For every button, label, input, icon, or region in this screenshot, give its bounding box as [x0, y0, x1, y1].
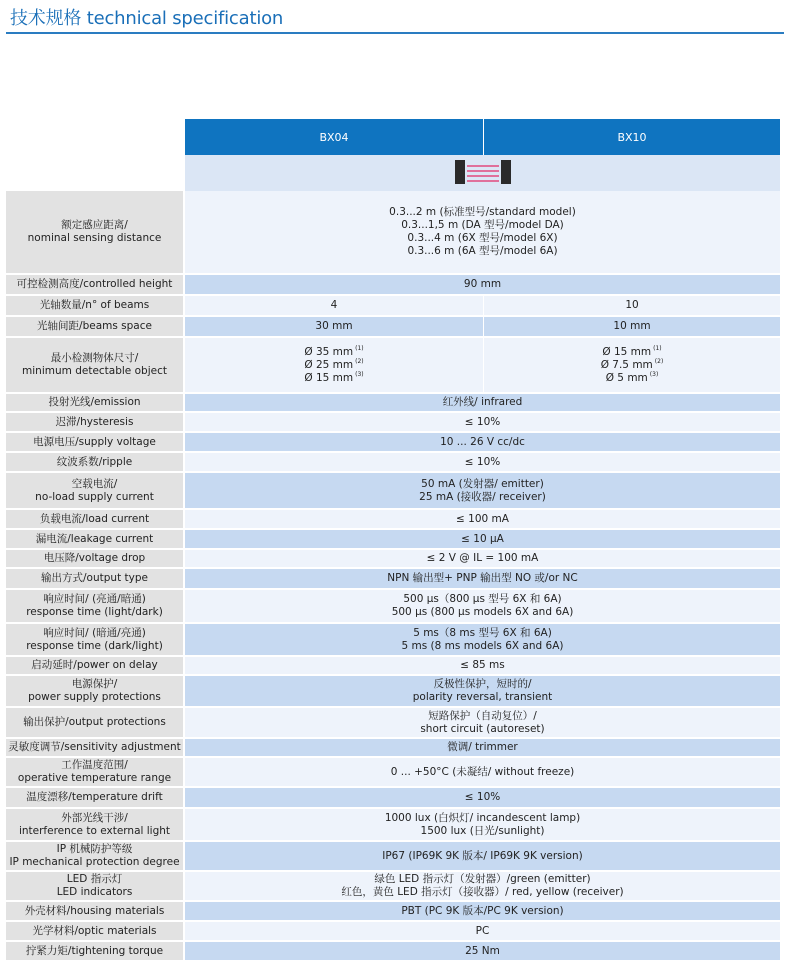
spec-label [6, 473, 185, 508]
spec-row [6, 191, 780, 275]
value-line: 5 ms (8 ms models 6X and 6A) [401, 639, 564, 652]
spec-label-line: power supply protections [28, 691, 161, 703]
spec-label-line: minimum detectable object [22, 365, 167, 377]
value-line: 5 ms（8 ms 型号 6X 和 6A) [413, 626, 552, 639]
value-line: ≤ 85 ms [460, 659, 505, 671]
spec-value [185, 842, 780, 870]
spec-row [6, 809, 780, 842]
value-cell-both [185, 473, 780, 508]
spec-row [6, 453, 780, 473]
spec-row [6, 758, 780, 788]
spec-value [185, 758, 780, 786]
value-line: 0.3...2 m (标准型号/standard model) [389, 206, 576, 218]
value-line: 4 [330, 299, 338, 311]
value-line: 500 µs（800 µs 型号 6X 和 6A) [403, 593, 562, 605]
value-line: polarity reversal, transient [412, 691, 553, 703]
spec-label [6, 550, 185, 567]
spec-value [185, 942, 780, 960]
spec-row [6, 413, 780, 433]
value-line: Ø 7.5 mm $^{(2)}$ [600, 358, 664, 371]
spec-label-line: 外部光线干涉/ [61, 811, 128, 824]
spec-label-line: 输出方式/output type [41, 572, 148, 584]
spec-label [6, 922, 185, 940]
spec-label [6, 708, 185, 737]
spec-label-line: 拧紧力矩/tightening torque [25, 944, 164, 957]
spec-label-line: 电源保护/ [71, 678, 118, 690]
spec-label-line: 额定感应距离/ [61, 219, 128, 231]
light-curtain-sensor-image [455, 160, 511, 186]
spec-row [6, 433, 780, 453]
value-cell-bx04 [185, 317, 484, 336]
spec-label [6, 809, 185, 840]
spec-value [185, 433, 780, 451]
value-cell-both [185, 191, 780, 273]
spec-label-line: response time (light/dark) [26, 606, 163, 618]
spec-label [6, 624, 185, 655]
spec-label-line: no-load supply current [35, 490, 154, 503]
spec-value [185, 510, 780, 528]
spec-label-line: 光学材料/optic materials [32, 924, 157, 937]
spec-value [185, 872, 780, 900]
value-cell-both [185, 788, 780, 807]
spec-label-line: 投射光线/emission [48, 396, 141, 408]
spec-value [185, 624, 780, 655]
spec-label [6, 739, 185, 756]
value-cell-both [185, 624, 780, 655]
spec-label-line: LED 指示灯 [66, 873, 123, 885]
value-cell-both [185, 510, 780, 528]
spec-label-line: interference to external light [18, 824, 171, 837]
spec-label-line: 漏电流/leakage current [35, 532, 154, 545]
spec-value [185, 590, 780, 622]
value-line: Ø 15 mm $^{(3)}$ [304, 371, 364, 384]
value-line: 10 mm [613, 320, 651, 332]
value-cell-both [185, 942, 780, 960]
value-cell-both [185, 922, 780, 940]
table-header [185, 119, 780, 155]
value-cell-both [185, 657, 780, 674]
spec-label-line: 灵敏度调节/sensitivity adjustment [8, 741, 181, 753]
value-cell-bx10 [484, 317, 780, 336]
spec-label [6, 510, 185, 528]
value-line: 500 µs (800 µs models 6X and 6A) [391, 606, 574, 618]
footnote-marker: (2) [355, 358, 364, 365]
spec-row [6, 394, 780, 413]
spec-label-line: operative temperature range [17, 772, 172, 784]
value-line: 25 mA (接收器/ receiver) [419, 490, 546, 503]
value-line: 短路保护（自动复位）/ [428, 709, 537, 722]
value-cell-both [185, 433, 780, 451]
spec-label-line: 光轴间距/beams space [37, 320, 152, 332]
value-cell-both [185, 550, 780, 567]
value-cell-both [185, 739, 780, 756]
value-line: ≤ 2 V @ IL = 100 mA [426, 552, 539, 564]
spec-row [6, 590, 780, 624]
footnote-marker: (3) [649, 371, 659, 378]
spec-value [185, 453, 780, 471]
spec-label-line: 可控检测高度/controlled height [16, 278, 173, 290]
spec-row [6, 902, 780, 922]
value-line: 1500 lux (日光/sunlight) [420, 824, 545, 837]
spec-label [6, 872, 185, 900]
spec-row [6, 872, 780, 902]
value-cell-both [185, 453, 780, 471]
spec-label-line: 电源电压/supply voltage [33, 435, 156, 448]
value-line: 0.3...6 m (6A 型号/model 6A) [407, 245, 558, 257]
footnote-marker: (3) [355, 371, 364, 378]
value-line: Ø 15 mm $^{(1)}$ [602, 345, 662, 358]
spec-label-line: 空载电流/ [71, 477, 118, 490]
value-line: 反极性保护，短时的/ [433, 678, 532, 690]
spec-label-line: 响应时间/ (暗通/亮通) [43, 626, 146, 639]
spec-row [6, 550, 780, 569]
value-line: 30 mm [315, 320, 353, 332]
value-cell-both [185, 394, 780, 411]
spec-label [6, 338, 185, 392]
spec-value [185, 788, 780, 807]
spec-label-line: IP mechanical protection degree [9, 856, 180, 868]
spec-row [6, 624, 780, 657]
spec-row [6, 842, 780, 872]
title-divider [6, 32, 784, 34]
value-line: short circuit (autoreset) [420, 722, 545, 735]
spec-label [6, 191, 185, 273]
value-line: 红外线/ infrared [442, 396, 523, 408]
spec-label [6, 942, 185, 960]
spec-label [6, 657, 185, 674]
spec-table [6, 191, 780, 962]
value-line: 25 Nm [465, 944, 500, 957]
spec-value [185, 413, 780, 431]
spec-label [6, 394, 185, 411]
spec-row [6, 275, 780, 296]
value-line: ≤ 100 mA [456, 512, 509, 525]
spec-row [6, 922, 780, 942]
spec-row [6, 788, 780, 809]
value-line: Ø 5 mm $^{(3)}$ [605, 371, 659, 384]
value-cell-bx10 [484, 338, 780, 392]
spec-value [185, 809, 780, 840]
spec-value [185, 530, 780, 548]
spec-label [6, 758, 185, 786]
value-line: ≤ 10% [464, 791, 501, 803]
spec-label-line: 最小检测物体尺寸/ [50, 352, 139, 364]
spec-row [6, 530, 780, 550]
spec-value [185, 550, 780, 567]
value-line: PBT (PC 9K 版本/PC 9K version) [401, 904, 564, 917]
spec-label [6, 902, 185, 920]
spec-row [6, 569, 780, 590]
value-cell-both [185, 590, 780, 622]
value-line: Ø 35 mm $^{(1)}$ [304, 345, 364, 358]
spec-value [185, 317, 780, 336]
spec-label-line: 光轴数量/n° of beams [39, 299, 150, 311]
value-cell-both [185, 275, 780, 294]
spec-label [6, 530, 185, 548]
value-line: NPN 输出型+ PNP 输出型 NO 或/or NC [387, 572, 578, 584]
spec-row [6, 473, 780, 510]
spec-value [185, 394, 780, 411]
value-cell-bx04 [185, 296, 484, 315]
spec-label-line: 迟滞/hysteresis [55, 415, 134, 428]
value-line: 50 mA (发射器/ emitter) [421, 477, 544, 490]
value-line: IP67 (IP69K 9K 版本/ IP69K 9K version) [382, 849, 583, 862]
value-cell-both [185, 569, 780, 588]
spec-label [6, 453, 185, 471]
spec-row [6, 296, 780, 317]
spec-value [185, 296, 780, 315]
spec-label-line: response time (dark/light) [26, 639, 163, 652]
spec-value [185, 275, 780, 294]
value-line: 微调/ trimmer [447, 741, 518, 753]
spec-label-line: 工作温度范围/ [61, 759, 128, 771]
spec-label-line: 输出保护/output protections [23, 716, 166, 728]
value-cell-both [185, 530, 780, 548]
value-line: 0.3...1,5 m (DA 型号/model DA) [401, 219, 564, 231]
spec-row [6, 708, 780, 739]
spec-label-line: 外壳材料/housing materials [24, 904, 165, 917]
value-cell-both [185, 708, 780, 737]
spec-label-line: 电压降/voltage drop [43, 552, 146, 564]
spec-label-line: 温度漂移/temperature drift [26, 791, 163, 803]
value-line: 10 [625, 299, 639, 311]
value-line: 红色，黄色 LED 指示灯（接收器）/ red, yellow (receiver) [341, 886, 624, 898]
spec-label [6, 275, 185, 294]
value-cell-both [185, 676, 780, 706]
spec-label-line: IP 机械防护等级 [56, 843, 133, 855]
spec-value [185, 338, 780, 392]
spec-label [6, 676, 185, 706]
spec-label [6, 413, 185, 431]
spec-value [185, 569, 780, 588]
spec-label-line: 纹波系数/ripple [56, 455, 133, 468]
spec-label [6, 296, 185, 315]
value-cell-both [185, 842, 780, 870]
page-title: 技术规格 technical specification [10, 8, 284, 29]
value-line: ≤ 10% [464, 415, 501, 428]
value-cell-bx10 [484, 296, 780, 315]
spec-row [6, 657, 780, 676]
spec-label-line: 启动延时/power on delay [31, 659, 158, 671]
header-bx04: BX04 [185, 119, 484, 155]
value-cell-both [185, 809, 780, 840]
spec-value [185, 473, 780, 508]
spec-value [185, 191, 780, 273]
value-cell-both [185, 758, 780, 786]
spec-label-line: nominal sensing distance [27, 232, 162, 244]
value-cell-both [185, 872, 780, 900]
spec-value [185, 739, 780, 756]
spec-label [6, 590, 185, 622]
value-line: Ø 25 mm $^{(2)}$ [304, 358, 364, 371]
footnote-marker: (1) [653, 345, 662, 352]
header-bx10: BX10 [484, 119, 780, 155]
footnote-marker: (1) [355, 345, 364, 352]
spec-row [6, 317, 780, 338]
value-cell-both [185, 902, 780, 920]
spec-row [6, 338, 780, 394]
spec-row [6, 676, 780, 708]
spec-label-line: LED indicators [56, 886, 133, 898]
value-cell-bx04 [185, 338, 484, 392]
value-line: ≤ 10 µA [461, 532, 504, 545]
value-line: 10 ... 26 V cc/dc [440, 435, 525, 448]
spec-row [6, 739, 780, 758]
spec-label [6, 842, 185, 870]
product-image-row [185, 155, 780, 191]
spec-label [6, 569, 185, 588]
spec-label-line: 负载电流/load current [39, 512, 150, 525]
value-line: 90 mm [463, 278, 502, 290]
value-line: PC [475, 924, 490, 937]
value-line: 绿色 LED 指示灯（发射器）/green (emitter) [374, 873, 591, 885]
spec-value [185, 922, 780, 940]
spec-value [185, 708, 780, 737]
spec-label [6, 433, 185, 451]
value-line: ≤ 10% [464, 455, 501, 468]
spec-value [185, 902, 780, 920]
spec-row [6, 942, 780, 962]
value-line: 1000 lux (白炽灯/ incandescent lamp) [384, 811, 581, 824]
spec-value [185, 657, 780, 674]
value-cell-both [185, 413, 780, 431]
spec-row [6, 510, 780, 530]
spec-value [185, 676, 780, 706]
spec-label [6, 317, 185, 336]
spec-label [6, 788, 185, 807]
spec-label-line: 响应时间/ (亮通/暗通) [43, 593, 146, 605]
value-line: 0.3...4 m (6X 型号/model 6X) [407, 232, 558, 244]
footnote-marker: (2) [654, 358, 664, 365]
value-line: 0 ... +50°C (未凝结/ without freeze) [390, 765, 575, 778]
